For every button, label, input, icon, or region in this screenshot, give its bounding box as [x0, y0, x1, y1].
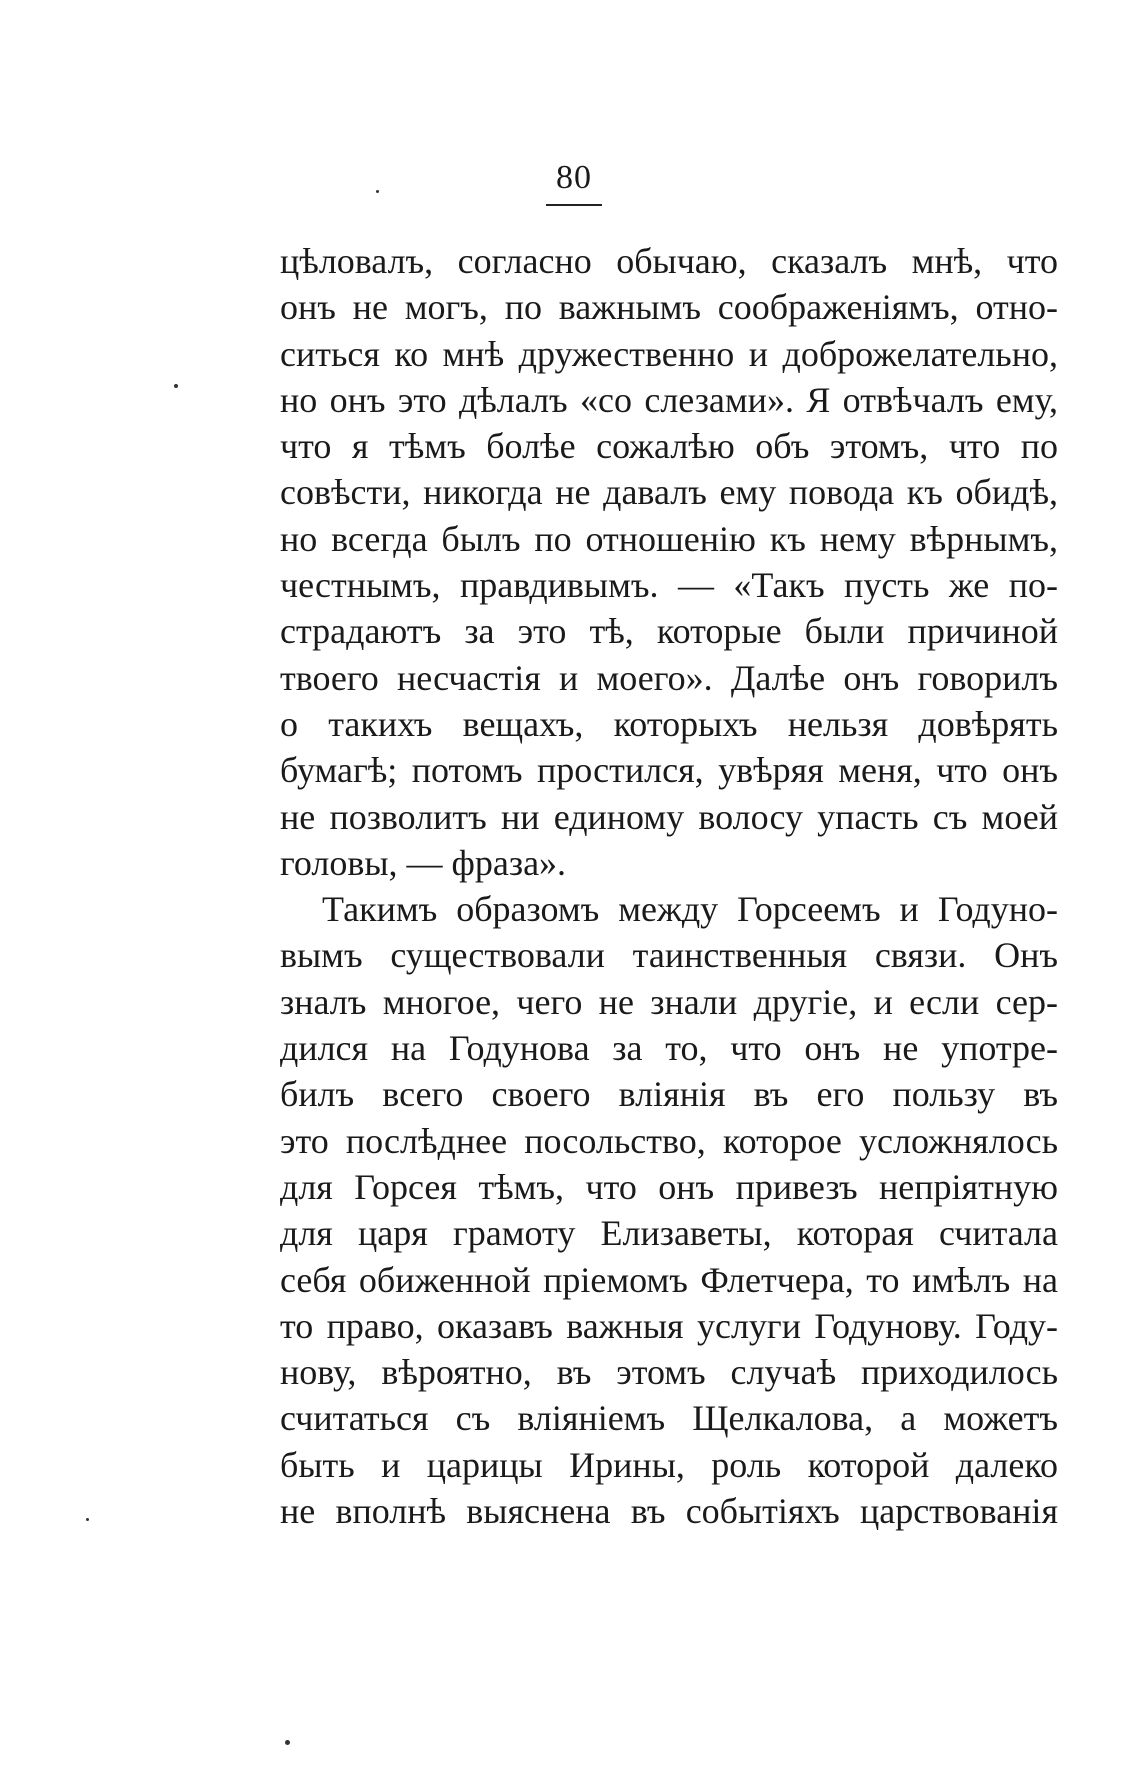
text-line: то право, оказавъ важныя услуги Годунову. Году- — [280, 1305, 1058, 1346]
text-line: честнымъ, правдивымъ. — «Такъ пусть же по- — [280, 565, 1058, 606]
text-line: онъ не могъ, по важнымъ соображеніямъ, отно- — [280, 287, 1058, 328]
page-body-text — [280, 238, 1058, 1534]
text-line: но онъ это дѣлалъ «со слезами». Я отвѣчалъ ему, — [280, 379, 1058, 420]
text-line: твоего несчастія и моего». Далѣе онъ говорилъ — [280, 657, 1058, 698]
text-line: себя обиженной пріемомъ Флетчера, то имѣлъ на — [280, 1259, 1058, 1300]
scan-speck — [86, 1518, 89, 1521]
text-line: для Горсея тѣмъ, что онъ привезъ непріятную — [280, 1166, 1058, 1207]
text-line: о такихъ вещахъ, которыхъ нельзя довѣрять — [280, 703, 1058, 744]
scan-speck — [285, 1740, 290, 1745]
text-line: ситься ко мнѣ дружественно и доброжелательно, — [280, 333, 1058, 374]
text-line: не вполнѣ выяснена въ событіяхъ царствованія — [280, 1491, 1058, 1532]
page-number-text: 80 — [546, 158, 602, 206]
text-line: не позволитъ ни единому волосу упасть съ моей — [280, 796, 1058, 837]
text-line: нову, вѣроятно, въ этомъ случаѣ приходилось — [280, 1352, 1058, 1393]
text-line: зналъ многое, чего не знали другіе, и если сер- — [280, 981, 1058, 1022]
text-line: Такимъ образомъ между Горсеемъ и Годуно- — [322, 889, 1058, 930]
text-line: совѣсти, никогда не давалъ ему повода къ обидѣ, — [280, 472, 1058, 513]
text-line: дился на Годунова за то, что онъ не употре- — [280, 1028, 1058, 1069]
text-line: билъ всего своего вліянія въ его пользу въ — [280, 1074, 1058, 1115]
text-line: для царя грамоту Елизаветы, которая считала — [280, 1213, 1058, 1254]
text-line: вымъ существовали таинственныя связи. Онъ — [280, 935, 1058, 976]
text-line: бумагѣ; потомъ простился, увѣряя меня, что онъ — [280, 750, 1058, 791]
text-line: но всегда былъ по отношенію къ нему вѣрнымъ, — [280, 518, 1058, 559]
text-line: цѣловалъ, согласно обычаю, сказалъ мнѣ, что — [280, 241, 1058, 281]
scan-speck — [174, 384, 178, 388]
text-line: что я тѣмъ болѣе сожалѣю объ этомъ, что по — [280, 426, 1058, 467]
scan-speck — [376, 190, 379, 193]
text-line: страдаютъ за это тѣ, которые были причиной — [280, 611, 1058, 652]
paragraph-2 — [280, 886, 1058, 1534]
text-line: это послѣднее посольство, которое усложнялось — [280, 1120, 1058, 1161]
paragraph-1 — [280, 238, 1058, 886]
page-number — [0, 158, 1140, 206]
text-line: головы, — фраза». — [280, 842, 567, 883]
text-line: считаться съ вліяніемъ Щелкалова, а можетъ — [280, 1398, 1058, 1439]
text-line: быть и царицы Ирины, роль которой далеко — [280, 1444, 1058, 1485]
